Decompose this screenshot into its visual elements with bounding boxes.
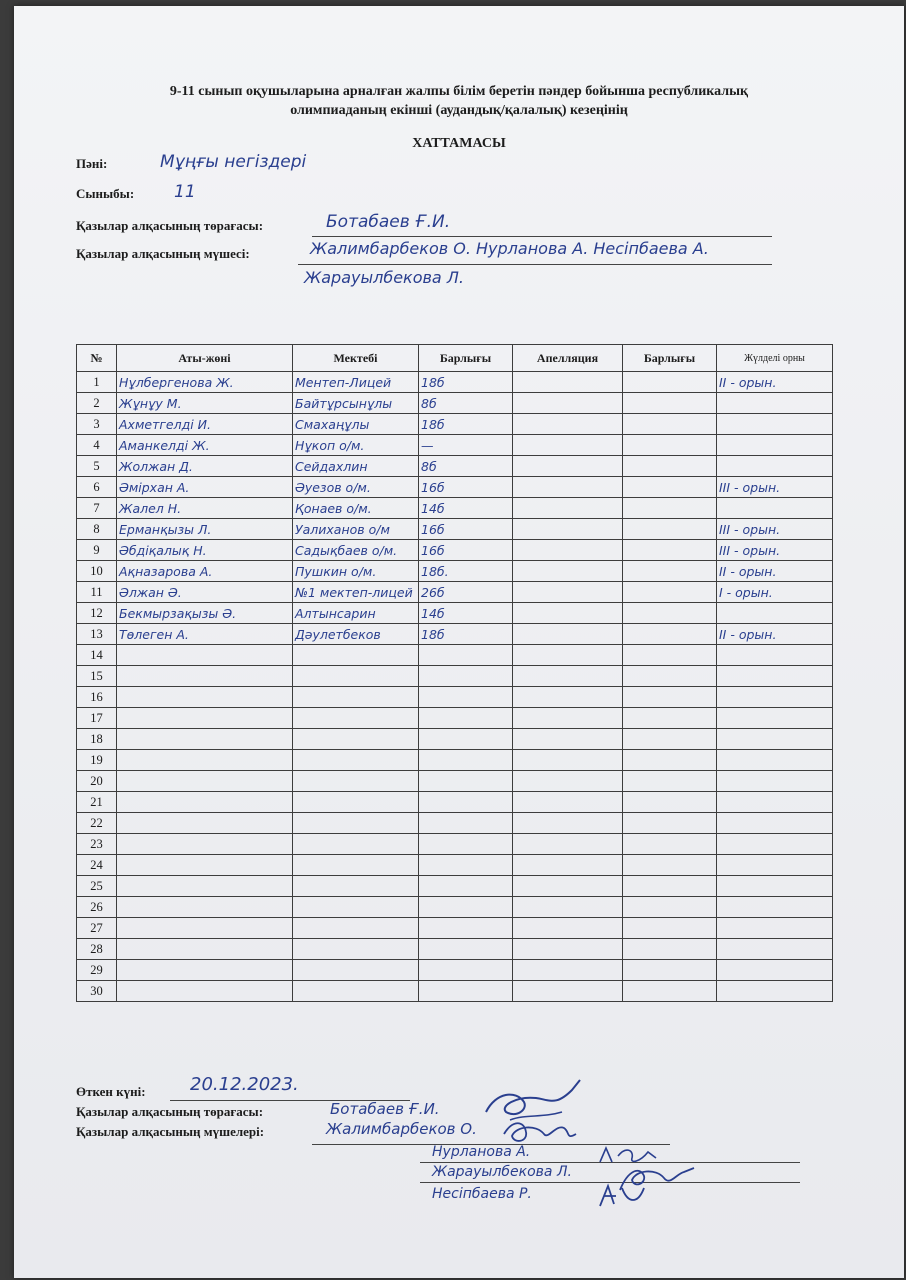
row-name: Аманкелді Ж. — [117, 435, 293, 456]
row-appeal — [513, 624, 623, 645]
row-total-2 — [623, 603, 717, 624]
chair-label: Қазылар алқасының төрағасы: — [76, 218, 264, 233]
row-appeal — [513, 876, 623, 897]
row-number: 8 — [77, 519, 117, 540]
grade-label: Сыныбы: — [76, 186, 135, 201]
row-total-2 — [623, 855, 717, 876]
row-total — [419, 960, 513, 981]
row-number: 5 — [77, 456, 117, 477]
row-school: Алтынсарин — [293, 603, 419, 624]
row-total: 8б — [419, 393, 513, 414]
row-total: 18б — [419, 414, 513, 435]
row-place — [717, 456, 833, 477]
row-place — [717, 498, 833, 519]
row-name — [117, 876, 293, 897]
date-value: 20.12.2023. — [190, 1074, 299, 1095]
row-total-2 — [623, 771, 717, 792]
row-total — [419, 708, 513, 729]
table-row — [77, 624, 833, 645]
footer-members-label: Қазылар алқасының мүшелері: — [76, 1124, 265, 1139]
row-appeal — [513, 834, 623, 855]
row-total-2 — [623, 372, 717, 393]
row-name — [117, 918, 293, 939]
row-total-2 — [623, 435, 717, 456]
table-row — [77, 960, 833, 981]
title-line-1: 9-11 сынып оқушыларына арналған жалпы білім беретін пәндер бойынша республикалық — [169, 84, 749, 99]
chair-value: Ботабаев Ғ.И. — [326, 212, 451, 232]
row-school — [293, 813, 419, 834]
row-name — [117, 771, 293, 792]
row-total-2 — [623, 645, 717, 666]
row-total — [419, 771, 513, 792]
footer-chair-value: Ботабаев Ғ.И. — [330, 1100, 440, 1118]
row-total — [419, 813, 513, 834]
row-school — [293, 876, 419, 897]
row-school — [293, 771, 419, 792]
row-place: III - орын. — [717, 519, 833, 540]
row-name: Төлеген А. — [117, 624, 293, 645]
row-name — [117, 939, 293, 960]
members-label: Қазылар алқасының мүшесі: — [76, 246, 250, 261]
row-school — [293, 897, 419, 918]
row-total — [419, 750, 513, 771]
row-total-2 — [623, 939, 717, 960]
row-total: 18б — [419, 624, 513, 645]
row-place — [717, 855, 833, 876]
row-total: 16б — [419, 477, 513, 498]
row-name: Жолжан Д. — [117, 456, 293, 477]
row-number: 26 — [77, 897, 117, 918]
col-total: Барлығы — [419, 345, 513, 372]
row-appeal — [513, 414, 623, 435]
table-row — [77, 519, 833, 540]
row-number: 15 — [77, 666, 117, 687]
chair-underline — [312, 236, 772, 237]
row-number: 19 — [77, 750, 117, 771]
row-total — [419, 876, 513, 897]
row-total-2 — [623, 414, 717, 435]
members-underline — [298, 264, 772, 265]
row-school — [293, 855, 419, 876]
row-school: Қонаев о/м. — [293, 498, 419, 519]
row-place — [717, 897, 833, 918]
row-appeal — [513, 729, 623, 750]
row-name: Жалел Н. — [117, 498, 293, 519]
row-total-2 — [623, 561, 717, 582]
members-value-line2: Жарауылбекова Л. — [304, 268, 464, 287]
row-number: 21 — [77, 792, 117, 813]
row-place — [717, 666, 833, 687]
row-appeal — [513, 393, 623, 414]
row-number: 7 — [77, 498, 117, 519]
table-row — [77, 981, 833, 1002]
table-header-row — [77, 345, 833, 372]
row-number: 10 — [77, 561, 117, 582]
row-total-2 — [623, 792, 717, 813]
row-appeal — [513, 771, 623, 792]
footer-member-4: Несіпбаева Р. — [432, 1186, 532, 1202]
row-place: III - орын. — [717, 540, 833, 561]
row-name — [117, 666, 293, 687]
table-row — [77, 855, 833, 876]
row-name: Бекмырзақызы Ә. — [117, 603, 293, 624]
row-appeal — [513, 603, 623, 624]
row-school — [293, 918, 419, 939]
row-number: 11 — [77, 582, 117, 603]
row-appeal — [513, 498, 623, 519]
row-school: Сейдахлин — [293, 456, 419, 477]
row-place — [717, 687, 833, 708]
subject-label: Пәні: — [76, 156, 108, 171]
row-school — [293, 960, 419, 981]
row-place — [717, 792, 833, 813]
table-row — [77, 876, 833, 897]
row-appeal — [513, 456, 623, 477]
row-place: III - орын. — [717, 477, 833, 498]
row-place — [717, 645, 833, 666]
table-row — [77, 372, 833, 393]
row-appeal — [513, 981, 623, 1002]
table-row — [77, 477, 833, 498]
row-total-2 — [623, 393, 717, 414]
row-total-2 — [623, 498, 717, 519]
row-total-2 — [623, 456, 717, 477]
row-name — [117, 792, 293, 813]
table-row — [77, 834, 833, 855]
row-name: Әмірхан А. — [117, 477, 293, 498]
table-row — [77, 939, 833, 960]
row-school — [293, 834, 419, 855]
table-row — [77, 729, 833, 750]
row-number: 18 — [77, 729, 117, 750]
row-place — [717, 729, 833, 750]
row-school — [293, 708, 419, 729]
col-total-2: Барлығы — [623, 345, 717, 372]
row-total-2 — [623, 582, 717, 603]
row-number: 13 — [77, 624, 117, 645]
row-appeal — [513, 645, 623, 666]
row-number: 30 — [77, 981, 117, 1002]
row-name — [117, 645, 293, 666]
row-number: 17 — [77, 708, 117, 729]
row-total-2 — [623, 981, 717, 1002]
row-school: Әуезов о/м. — [293, 477, 419, 498]
row-name: Ерманқызы Л. — [117, 519, 293, 540]
row-total-2 — [623, 687, 717, 708]
row-appeal — [513, 372, 623, 393]
row-total: 14б — [419, 498, 513, 519]
row-school: Нұкоп о/м. — [293, 435, 419, 456]
row-name — [117, 897, 293, 918]
row-name — [117, 750, 293, 771]
row-total-2 — [623, 918, 717, 939]
table-row — [77, 792, 833, 813]
row-appeal — [513, 540, 623, 561]
table-row — [77, 750, 833, 771]
row-total-2 — [623, 897, 717, 918]
results-table — [76, 344, 833, 1002]
row-total — [419, 645, 513, 666]
row-name — [117, 813, 293, 834]
row-school — [293, 939, 419, 960]
row-number: 25 — [77, 876, 117, 897]
table-row — [77, 687, 833, 708]
row-place — [717, 939, 833, 960]
row-total — [419, 855, 513, 876]
row-name — [117, 729, 293, 750]
table-row — [77, 603, 833, 624]
row-number: 24 — [77, 855, 117, 876]
grade-value: 11 — [174, 182, 196, 202]
row-school — [293, 729, 419, 750]
row-total-2 — [623, 477, 717, 498]
row-place: II - орын. — [717, 372, 833, 393]
row-name — [117, 708, 293, 729]
row-number: 6 — [77, 477, 117, 498]
row-appeal — [513, 939, 623, 960]
row-school — [293, 981, 419, 1002]
table-row — [77, 897, 833, 918]
table-row — [77, 645, 833, 666]
date-label: Өткен күні: — [76, 1084, 146, 1099]
table-row — [77, 813, 833, 834]
row-place — [717, 708, 833, 729]
table-row — [77, 561, 833, 582]
row-place: I - орын. — [717, 582, 833, 603]
row-school: Садықбаев о/м. — [293, 540, 419, 561]
row-school: Уалиханов о/м — [293, 519, 419, 540]
row-name: Ақназарова А. — [117, 561, 293, 582]
row-place — [717, 750, 833, 771]
row-total — [419, 981, 513, 1002]
row-place — [717, 960, 833, 981]
member-signature-4 — [594, 1180, 654, 1210]
row-appeal — [513, 960, 623, 981]
table-row — [77, 498, 833, 519]
row-place: II - орын. — [717, 561, 833, 582]
row-number: 14 — [77, 645, 117, 666]
protocol-sheet — [14, 6, 904, 1278]
subject-value: Мұңғы негіздері — [160, 152, 307, 172]
row-name — [117, 687, 293, 708]
row-school — [293, 792, 419, 813]
table-row — [77, 771, 833, 792]
row-appeal — [513, 435, 623, 456]
row-total-2 — [623, 540, 717, 561]
row-total: 16б — [419, 519, 513, 540]
table-row — [77, 582, 833, 603]
document-title — [14, 82, 904, 120]
protocol-heading: ХАТТАМАСЫ — [412, 136, 506, 151]
row-total-2 — [623, 729, 717, 750]
row-total: 14б — [419, 603, 513, 624]
row-total: 18б — [419, 372, 513, 393]
col-name: Аты-жөні — [117, 345, 293, 372]
row-appeal — [513, 813, 623, 834]
row-total: — — [419, 435, 513, 456]
row-number: 22 — [77, 813, 117, 834]
row-school: Дәулетбеков — [293, 624, 419, 645]
row-total: 16б — [419, 540, 513, 561]
row-number: 16 — [77, 687, 117, 708]
row-appeal — [513, 687, 623, 708]
row-number: 3 — [77, 414, 117, 435]
row-place — [717, 414, 833, 435]
row-total — [419, 687, 513, 708]
row-appeal — [513, 897, 623, 918]
row-place — [717, 981, 833, 1002]
row-name: Ахметгелді И. — [117, 414, 293, 435]
row-total: 26б — [419, 582, 513, 603]
row-school — [293, 666, 419, 687]
row-place — [717, 435, 833, 456]
row-total-2 — [623, 708, 717, 729]
footer-member-2: Нурланова А. — [432, 1144, 531, 1160]
row-appeal — [513, 519, 623, 540]
row-total — [419, 666, 513, 687]
row-place: II - орын. — [717, 624, 833, 645]
row-name — [117, 981, 293, 1002]
row-school: №1 мектеп-лицей — [293, 582, 419, 603]
col-school: Мектебі — [293, 345, 419, 372]
footer-member-3: Жарауылбекова Л. — [432, 1164, 572, 1180]
row-place — [717, 834, 833, 855]
row-name: Әбдіқалық Н. — [117, 540, 293, 561]
row-number: 29 — [77, 960, 117, 981]
title-line-2: олимпиаданың екінші (аудандық/қалалық) кезеңінің — [290, 103, 628, 118]
row-appeal — [513, 750, 623, 771]
row-school — [293, 750, 419, 771]
row-total: 8б — [419, 456, 513, 477]
row-number: 2 — [77, 393, 117, 414]
row-place — [717, 603, 833, 624]
row-total: 18б. — [419, 561, 513, 582]
row-appeal — [513, 855, 623, 876]
table-row — [77, 456, 833, 477]
row-appeal — [513, 666, 623, 687]
row-total-2 — [623, 876, 717, 897]
row-total — [419, 897, 513, 918]
table-row — [77, 414, 833, 435]
row-number: 20 — [77, 771, 117, 792]
row-total-2 — [623, 624, 717, 645]
footer-member-1: Жалимбарбеков О. — [326, 1120, 477, 1138]
row-place — [717, 813, 833, 834]
member-signature-1 — [500, 1114, 580, 1150]
row-name: Әлжан Ә. — [117, 582, 293, 603]
row-number: 9 — [77, 540, 117, 561]
table-row — [77, 708, 833, 729]
row-school: Пушкин о/м. — [293, 561, 419, 582]
row-total-2 — [623, 750, 717, 771]
row-number: 23 — [77, 834, 117, 855]
row-number: 1 — [77, 372, 117, 393]
col-place: Жүлделі орны — [717, 345, 833, 372]
members-value-line1: Жалимбарбеков О. Нурланова А. Несіпбаева А. — [310, 239, 709, 258]
row-total — [419, 918, 513, 939]
row-place — [717, 876, 833, 897]
row-school — [293, 645, 419, 666]
row-number: 28 — [77, 939, 117, 960]
row-name — [117, 834, 293, 855]
table-row — [77, 540, 833, 561]
row-number: 12 — [77, 603, 117, 624]
row-total-2 — [623, 960, 717, 981]
row-total — [419, 939, 513, 960]
row-school — [293, 687, 419, 708]
row-appeal — [513, 918, 623, 939]
row-name — [117, 855, 293, 876]
row-name — [117, 960, 293, 981]
table-row — [77, 393, 833, 414]
footer-chair-label: Қазылар алқасының төрағасы: — [76, 1104, 264, 1119]
row-appeal — [513, 477, 623, 498]
row-total-2 — [623, 813, 717, 834]
row-appeal — [513, 708, 623, 729]
row-name: Нұлбергенова Ж. — [117, 372, 293, 393]
row-appeal — [513, 561, 623, 582]
row-school: Байтұрсынұлы — [293, 393, 419, 414]
row-number: 4 — [77, 435, 117, 456]
row-total-2 — [623, 834, 717, 855]
col-appeal: Апелляция — [513, 345, 623, 372]
row-school: Ментеп-Лицей — [293, 372, 419, 393]
row-place — [717, 918, 833, 939]
row-total — [419, 792, 513, 813]
row-number: 27 — [77, 918, 117, 939]
row-total-2 — [623, 666, 717, 687]
row-name: Жұнұу М. — [117, 393, 293, 414]
table-row — [77, 435, 833, 456]
row-place — [717, 393, 833, 414]
table-row — [77, 666, 833, 687]
row-appeal — [513, 792, 623, 813]
row-total-2 — [623, 519, 717, 540]
row-total — [419, 729, 513, 750]
col-number: № — [77, 345, 117, 372]
row-total — [419, 834, 513, 855]
row-school: Смахаңұлы — [293, 414, 419, 435]
row-appeal — [513, 582, 623, 603]
row-place — [717, 771, 833, 792]
table-row — [77, 918, 833, 939]
